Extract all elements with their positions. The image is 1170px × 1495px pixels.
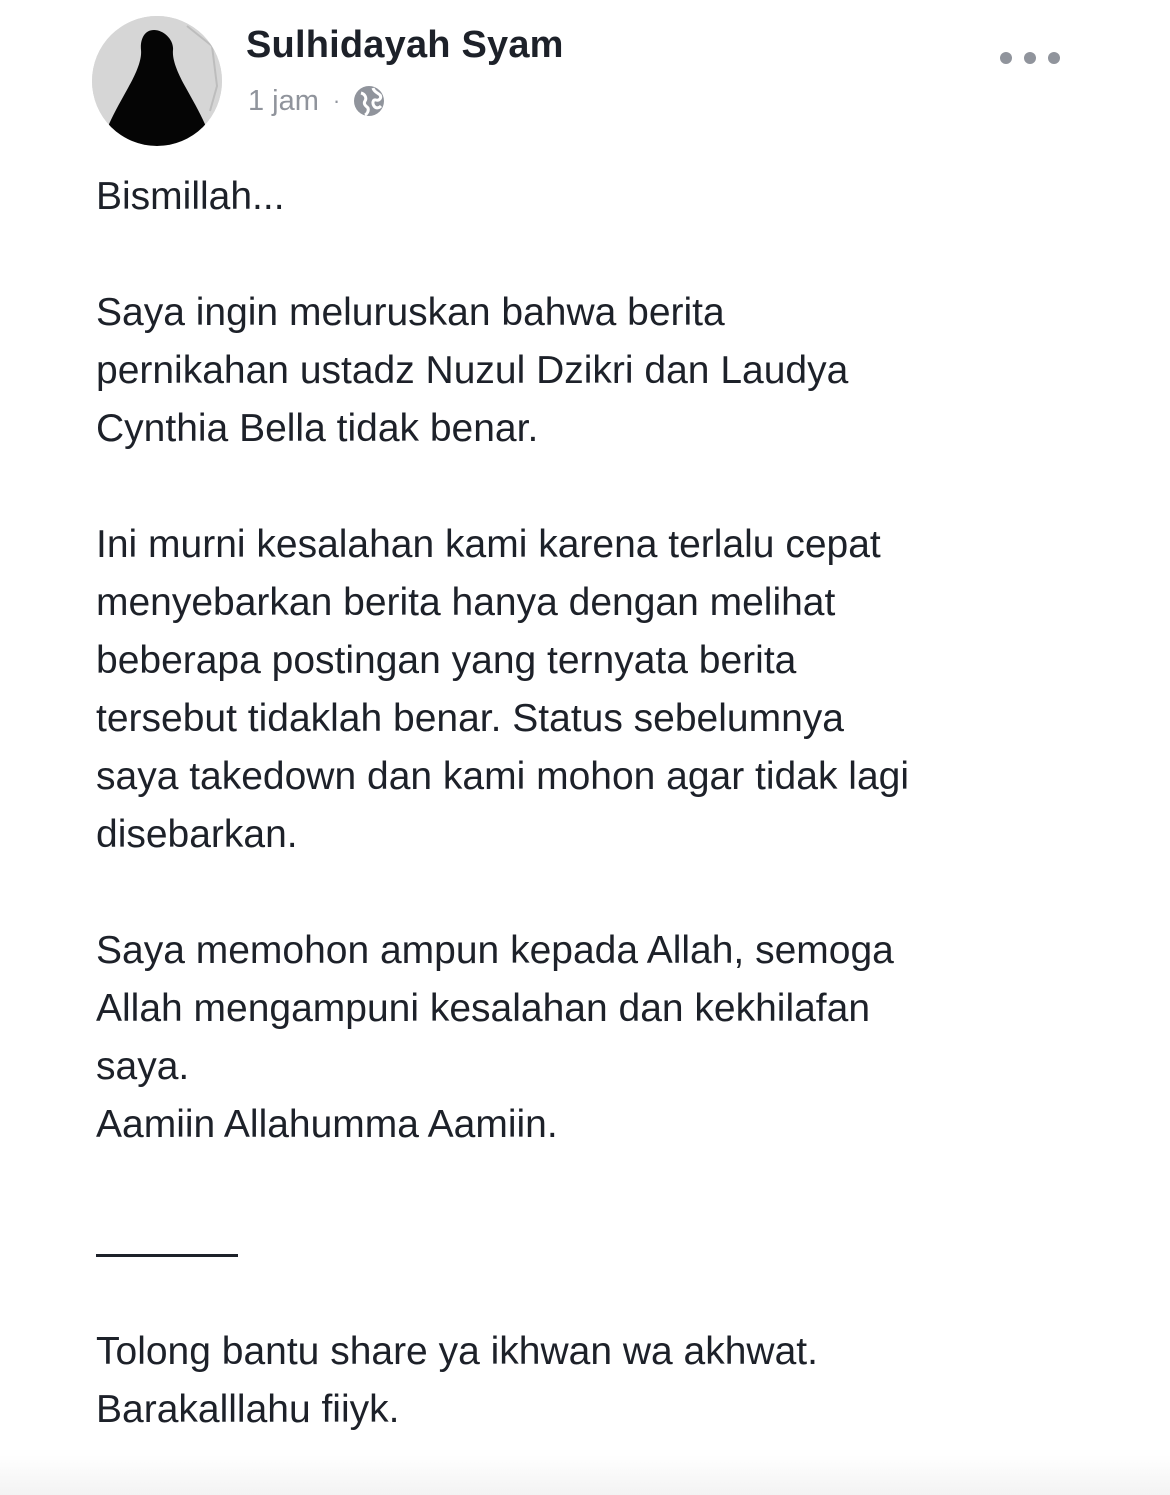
paragraph-line: saya.	[96, 1045, 190, 1088]
more-options-button[interactable]	[1000, 46, 1060, 70]
paragraph-line: menyebarkan berita hanya dengan melihat	[96, 581, 836, 624]
post-header	[92, 16, 1072, 146]
post-timestamp[interactable]: 1 jam	[248, 84, 319, 117]
paragraph-line: disebarkan.	[96, 813, 298, 856]
paragraph-gap	[96, 1265, 1096, 1323]
bottom-edge-shade	[0, 1455, 1170, 1495]
post-body	[96, 168, 1096, 1439]
paragraph-line: Bismillah...	[96, 175, 285, 218]
paragraph-gap	[96, 458, 1096, 516]
paragraph-line: Barakalllahu fiiyk.	[96, 1388, 400, 1431]
avatar-silhouette-icon	[92, 16, 222, 146]
paragraph-line: Ini murni kesalahan kami karena terlalu cepat	[96, 523, 881, 566]
more-dot-icon	[1000, 52, 1012, 64]
paragraph-line: Cynthia Bella tidak benar.	[96, 407, 539, 450]
more-dot-icon	[1024, 52, 1036, 64]
post-meta	[248, 84, 386, 118]
paragraph-line: pernikahan ustadz Nuzul Dzikri dan Laudya	[96, 349, 849, 392]
paragraph-line: Saya ingin meluruskan bahwa berita	[96, 291, 725, 334]
paragraph-gap	[96, 226, 1096, 284]
more-dot-icon	[1048, 52, 1060, 64]
paragraph-line: beberapa postingan yang ternyata berita	[96, 639, 797, 682]
meta-separator: ·	[332, 88, 341, 113]
avatar[interactable]	[92, 16, 222, 146]
paragraph-line: Aamiin Allahumma Aamiin.	[96, 1103, 558, 1146]
separator-line	[96, 1254, 238, 1257]
paragraph-line: Saya memohon ampun kepada Allah, semoga	[96, 929, 894, 972]
paragraph-line: tersebut tidaklah benar. Status sebelumnya	[96, 697, 844, 740]
paragraph-line: Tolong bantu share ya ikhwan wa akhwat.	[96, 1330, 818, 1373]
author-name[interactable]: Sulhidayah Syam	[246, 24, 564, 66]
paragraph-gap	[96, 1154, 1096, 1236]
paragraph-line: saya takedown dan kami mohon agar tidak lagi	[96, 755, 909, 798]
globe-icon[interactable]	[352, 84, 386, 118]
paragraph-gap	[96, 864, 1096, 922]
paragraph-line: Allah mengampuni kesalahan dan kekhilafan	[96, 987, 871, 1030]
